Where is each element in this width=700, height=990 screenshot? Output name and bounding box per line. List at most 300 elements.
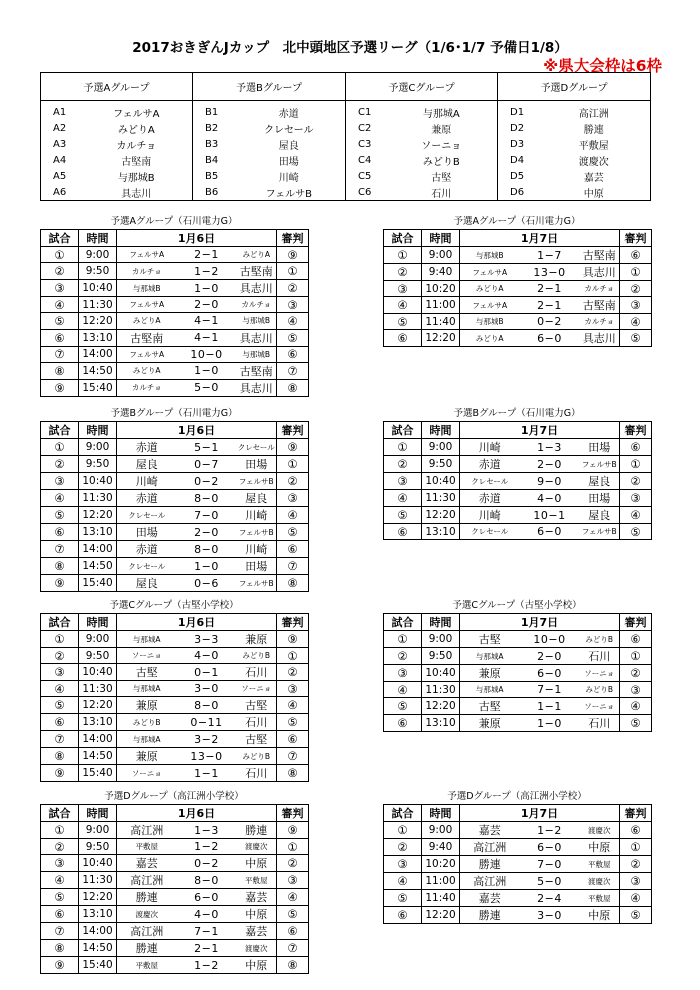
time-header: 時間: [79, 614, 117, 631]
team-name: カルチョ: [81, 136, 193, 152]
schedule-table: [383, 613, 652, 732]
team-name: 中原: [583, 188, 604, 200]
home-team: 赤道: [460, 490, 520, 507]
away-team: 中原: [237, 855, 277, 872]
team-name: 高江洲: [578, 108, 609, 120]
away-team: 石川: [237, 765, 277, 782]
team-code: B5: [205, 170, 219, 182]
team-code: B6: [205, 186, 219, 198]
home-team: みどりA: [117, 313, 177, 329]
home-team: 与那城B: [460, 247, 520, 264]
match-time: 12:20: [79, 313, 117, 329]
team-code: C5: [358, 170, 372, 182]
team-code: C1: [358, 106, 372, 118]
referee: ①: [277, 456, 309, 473]
away-team: カルチョ: [580, 281, 620, 297]
match-row: [384, 648, 652, 665]
referee-header: 審判: [620, 422, 652, 439]
match-row: [41, 839, 309, 855]
score: 6−0: [520, 330, 580, 347]
home-team: 川崎: [460, 439, 520, 456]
match-time: 10:20: [422, 856, 460, 873]
team-name: 渡慶次: [578, 156, 609, 168]
home-team: 与那城A: [460, 648, 520, 665]
team-name: みどりB: [386, 152, 498, 168]
score: 1−0: [177, 362, 237, 379]
score: 4−0: [520, 490, 580, 507]
referee: ①: [620, 648, 652, 665]
match-row: [41, 473, 309, 490]
home-team: 与那城B: [460, 314, 520, 330]
time-header: 時間: [422, 805, 460, 822]
score: 1−0: [177, 558, 237, 575]
match-number: ⑥: [384, 907, 422, 924]
match-row: [41, 507, 309, 524]
referee: ②: [620, 665, 652, 682]
match-number: ④: [384, 297, 422, 314]
match-time: 12:20: [422, 698, 460, 715]
score: 0−2: [177, 473, 237, 490]
schedule-table: [40, 804, 309, 974]
team-code: D1: [510, 106, 525, 118]
referee: ①: [620, 264, 652, 281]
match-number: ④: [384, 490, 422, 507]
score: 2−1: [520, 297, 580, 314]
match-row: [384, 907, 652, 924]
match-row: [41, 575, 309, 592]
match-number: ⑤: [41, 507, 79, 524]
referee: ⑤: [277, 714, 309, 731]
home-team: 古堅南: [117, 329, 177, 346]
referee-header: 審判: [277, 422, 309, 439]
match-row: [384, 856, 652, 873]
score: 1−2: [520, 822, 580, 839]
home-team: 嘉芸: [460, 890, 520, 907]
referee: ③: [620, 873, 652, 890]
match-time: 9:50: [79, 263, 117, 280]
home-team: 渡慶次: [117, 906, 177, 923]
match-row: [41, 346, 309, 362]
match-number: ⑦: [41, 923, 79, 940]
schedule-table: [383, 804, 652, 924]
date-header: 1月6日: [117, 805, 277, 822]
score: 5−0: [177, 379, 237, 396]
away-team: 与那城B: [237, 346, 277, 362]
away-team: 渡慶次: [580, 873, 620, 890]
match-row: [41, 765, 309, 782]
match-time: 11:40: [422, 314, 460, 330]
match-row: [41, 889, 309, 906]
match-row: [41, 263, 309, 280]
match-row: [41, 957, 309, 974]
referee: ④: [620, 507, 652, 524]
match-number: ⑤: [41, 313, 79, 329]
home-team: 赤道: [117, 439, 177, 456]
match-time: 15:40: [79, 957, 117, 974]
schedule-caption: 予選Cグループ（古堅小学校）: [109, 600, 239, 611]
score: 0−11: [177, 714, 237, 731]
match-number: ③: [41, 855, 79, 872]
group-row: [41, 120, 651, 136]
away-team: 石川: [237, 664, 277, 681]
referee: ①: [620, 456, 652, 473]
schedule-table: [383, 421, 652, 540]
score: 10−0: [177, 346, 237, 362]
match-time: 11:00: [422, 297, 460, 314]
score: 1−0: [177, 280, 237, 297]
referee: ③: [277, 490, 309, 507]
game-header: 試合: [384, 805, 422, 822]
match-number: ⑥: [41, 906, 79, 923]
match-number: ③: [384, 665, 422, 682]
home-team: 勝連: [117, 940, 177, 957]
time-header: 時間: [422, 230, 460, 247]
home-team: フェルサA: [460, 264, 520, 281]
team-code: C2: [358, 122, 372, 134]
referee: ⑥: [620, 439, 652, 456]
referee-header: 審判: [277, 230, 309, 247]
team-code: A2: [53, 122, 67, 134]
match-row: [384, 890, 652, 907]
team-code: C4: [358, 154, 372, 166]
score: 2−0: [520, 648, 580, 665]
away-team: フェルサB: [237, 575, 277, 592]
match-row: [41, 631, 309, 648]
home-team: クレセール: [460, 473, 520, 490]
match-number: ⑤: [384, 507, 422, 524]
score: 1−7: [520, 247, 580, 264]
match-number: ⑥: [384, 330, 422, 347]
away-team: 古堅南: [237, 362, 277, 379]
team-code: D6: [510, 186, 525, 198]
date-header: 1月6日: [117, 614, 277, 631]
referee: ④: [620, 890, 652, 907]
home-team: 古堅: [460, 698, 520, 715]
referee: ⑦: [277, 940, 309, 957]
home-team: 与那城B: [117, 280, 177, 297]
match-time: 11:30: [79, 297, 117, 313]
date-header: 1月7日: [460, 614, 620, 631]
match-row: [384, 490, 652, 507]
match-row: [41, 731, 309, 748]
match-row: [41, 697, 309, 714]
team-name: 赤道: [233, 101, 346, 121]
match-time: 15:40: [79, 379, 117, 396]
away-team: 屋良: [580, 473, 620, 490]
away-team: 嘉芸: [237, 889, 277, 906]
team-code: B2: [205, 122, 219, 134]
score: 3−3: [177, 631, 237, 648]
home-team: 勝連: [460, 907, 520, 924]
score: 10−0: [520, 631, 580, 648]
match-number: ⑦: [41, 346, 79, 362]
match-time: 11:40: [422, 890, 460, 907]
schedule-header-row: [384, 614, 652, 631]
away-team: ソーニョ: [237, 681, 277, 697]
score: 8−0: [177, 541, 237, 558]
team-code: B1: [205, 106, 219, 118]
match-time: 13:10: [422, 715, 460, 732]
referee: ⑥: [620, 631, 652, 648]
team-name: 石川: [386, 184, 498, 201]
away-team: クレセール: [237, 439, 277, 456]
score: 13−0: [520, 264, 580, 281]
score: 1−1: [520, 698, 580, 715]
referee: ③: [277, 872, 309, 889]
match-row: [384, 524, 652, 540]
referee: ③: [277, 297, 309, 313]
team-code: A6: [53, 186, 67, 198]
match-number: ①: [384, 631, 422, 648]
time-header: 時間: [79, 805, 117, 822]
score: 7−0: [177, 507, 237, 524]
away-team: 平敷屋: [580, 856, 620, 873]
match-number: ⑨: [41, 765, 79, 782]
referee: ②: [277, 280, 309, 297]
home-team: ソーニョ: [117, 765, 177, 782]
game-header: 試合: [384, 614, 422, 631]
score: 6−0: [520, 665, 580, 682]
home-team: 田場: [117, 524, 177, 541]
match-number: ①: [41, 822, 79, 839]
score: 2−1: [177, 247, 237, 263]
team-name: ソーニョ: [386, 136, 498, 152]
match-number: ④: [41, 872, 79, 889]
away-team: 田場: [580, 490, 620, 507]
group-row: [41, 101, 651, 121]
match-number: ①: [41, 247, 79, 263]
referee: ①: [277, 839, 309, 855]
match-time: 14:50: [79, 362, 117, 379]
schedule-caption: 予選Dグループ（高江洲小学校）: [104, 791, 244, 802]
game-header: 試合: [384, 422, 422, 439]
match-time: 9:40: [422, 264, 460, 281]
match-time: 9:50: [422, 648, 460, 665]
score: 1−3: [177, 822, 237, 839]
team-name: 屋良: [233, 136, 346, 152]
score: 6−0: [520, 839, 580, 856]
score: 0−7: [177, 456, 237, 473]
score: 6−0: [177, 889, 237, 906]
match-number: ⑥: [41, 329, 79, 346]
match-number: ②: [41, 648, 79, 664]
referee: ⑤: [277, 906, 309, 923]
team-name: 古堅: [386, 168, 498, 184]
referee: ①: [277, 648, 309, 664]
group-table: [40, 72, 651, 201]
group-header: 予選Aグループ: [41, 73, 193, 101]
away-team: 古堅南: [580, 297, 620, 314]
home-team: 屋良: [117, 456, 177, 473]
referee: ①: [277, 263, 309, 280]
away-team: 中原: [237, 906, 277, 923]
match-time: 9:40: [422, 839, 460, 856]
away-team: フェルサB: [580, 456, 620, 473]
referee: ③: [277, 681, 309, 697]
schedule-header-row: [384, 805, 652, 822]
match-time: 11:30: [79, 872, 117, 889]
referee: ②: [277, 473, 309, 490]
home-team: 高江洲: [460, 873, 520, 890]
game-header: 試合: [41, 614, 79, 631]
referee: ②: [620, 281, 652, 297]
score: 3−2: [177, 731, 237, 748]
home-team: 勝連: [117, 889, 177, 906]
home-team: 与那城A: [460, 682, 520, 698]
match-number: ⑤: [41, 889, 79, 906]
referee: ⑥: [620, 822, 652, 839]
match-row: [41, 247, 309, 263]
time-header: 時間: [422, 614, 460, 631]
away-team: 屋良: [237, 490, 277, 507]
away-team: 具志川: [580, 264, 620, 281]
time-header: 時間: [422, 422, 460, 439]
match-time: 13:10: [79, 524, 117, 541]
home-team: フェルサA: [460, 297, 520, 314]
home-team: クレセール: [117, 558, 177, 575]
home-team: 古堅: [117, 664, 177, 681]
home-team: クレセール: [117, 507, 177, 524]
home-team: 勝連: [460, 856, 520, 873]
referee: ④: [620, 698, 652, 715]
match-number: ⑦: [41, 731, 79, 748]
team-code: C3: [358, 138, 372, 150]
match-number: ⑨: [41, 379, 79, 396]
home-team: 嘉芸: [117, 855, 177, 872]
team-code: A4: [53, 154, 67, 166]
match-number: ②: [384, 648, 422, 665]
referee-header: 審判: [277, 614, 309, 631]
match-row: [41, 681, 309, 697]
referee: ④: [277, 697, 309, 714]
away-team: 川崎: [237, 541, 277, 558]
match-row: [41, 297, 309, 313]
match-number: ②: [384, 264, 422, 281]
home-team: フェルサA: [117, 346, 177, 362]
away-team: 田場: [580, 439, 620, 456]
referee: ②: [620, 856, 652, 873]
match-number: ⑧: [41, 748, 79, 765]
match-number: ②: [41, 263, 79, 280]
score: 6−0: [520, 524, 580, 540]
home-team: 与那城A: [117, 681, 177, 697]
schedule-table: [40, 421, 309, 592]
referee: ⑤: [620, 907, 652, 924]
home-team: 高江洲: [117, 872, 177, 889]
schedule-caption: 予選Bグループ（石川電力G）: [453, 408, 581, 419]
match-row: [384, 715, 652, 732]
away-team: カルチョ: [580, 314, 620, 330]
away-team: みどりB: [237, 748, 277, 765]
notice-text: ※県大会枠は6枠: [543, 57, 662, 75]
page-title: 2017おきぎんJカップ 北中頭地区予選リーグ（1/6･1/7 予備日1/8）: [132, 40, 568, 56]
match-number: ①: [384, 822, 422, 839]
match-time: 12:20: [79, 889, 117, 906]
match-time: 9:00: [422, 439, 460, 456]
home-team: 高江洲: [460, 839, 520, 856]
match-number: ⑧: [41, 940, 79, 957]
match-row: [41, 855, 309, 872]
referee: ⑤: [620, 330, 652, 347]
referee: ⑧: [277, 379, 309, 396]
match-row: [384, 698, 652, 715]
away-team: みどりB: [580, 682, 620, 698]
match-row: [41, 379, 309, 396]
schedule-header-row: [384, 230, 652, 247]
away-team: 田場: [237, 456, 277, 473]
score: 3−0: [177, 681, 237, 697]
match-time: 9:00: [422, 822, 460, 839]
score: 8−0: [177, 872, 237, 889]
match-row: [41, 280, 309, 297]
match-time: 12:20: [79, 507, 117, 524]
match-row: [41, 524, 309, 541]
match-time: 9:00: [79, 439, 117, 456]
home-team: ソーニョ: [117, 648, 177, 664]
home-team: クレセール: [460, 524, 520, 540]
score: 1−0: [520, 715, 580, 732]
match-time: 14:50: [79, 748, 117, 765]
score: 8−0: [177, 697, 237, 714]
score: 4−0: [177, 648, 237, 664]
match-time: 10:40: [79, 473, 117, 490]
schedule-caption: 予選Cグループ（古堅小学校）: [452, 600, 582, 611]
schedule-table: [40, 613, 309, 782]
match-time: 12:20: [422, 907, 460, 924]
score: 3−0: [520, 907, 580, 924]
home-team: 赤道: [460, 456, 520, 473]
away-team: 中原: [237, 957, 277, 974]
match-row: [384, 682, 652, 698]
match-number: ⑨: [41, 575, 79, 592]
home-team: 高江洲: [117, 822, 177, 839]
score: 10−1: [520, 507, 580, 524]
home-team: 川崎: [117, 473, 177, 490]
match-number: ③: [41, 280, 79, 297]
match-number: ⑨: [41, 957, 79, 974]
referee-header: 審判: [620, 614, 652, 631]
game-header: 試合: [41, 805, 79, 822]
score: 1−2: [177, 957, 237, 974]
match-row: [384, 631, 652, 648]
match-number: ⑤: [384, 698, 422, 715]
referee: ⑦: [277, 558, 309, 575]
referee: ⑦: [277, 748, 309, 765]
match-number: ⑥: [384, 715, 422, 732]
match-row: [384, 473, 652, 490]
score: 0−1: [177, 664, 237, 681]
match-time: 9:50: [79, 839, 117, 855]
score: 1−1: [177, 765, 237, 782]
game-header: 試合: [41, 422, 79, 439]
match-row: [384, 665, 652, 682]
away-team: 平敷屋: [237, 872, 277, 889]
away-team: 田場: [237, 558, 277, 575]
away-team: フェルサB: [237, 524, 277, 541]
match-row: [384, 822, 652, 839]
team-code: D3: [510, 138, 525, 150]
game-header: 試合: [41, 230, 79, 247]
away-team: 中原: [580, 907, 620, 924]
match-number: ②: [384, 456, 422, 473]
match-number: ④: [41, 681, 79, 697]
referee: ⑤: [277, 329, 309, 346]
time-header: 時間: [79, 230, 117, 247]
score: 5−1: [177, 439, 237, 456]
match-number: ③: [41, 664, 79, 681]
match-time: 10:40: [79, 855, 117, 872]
match-row: [41, 872, 309, 889]
